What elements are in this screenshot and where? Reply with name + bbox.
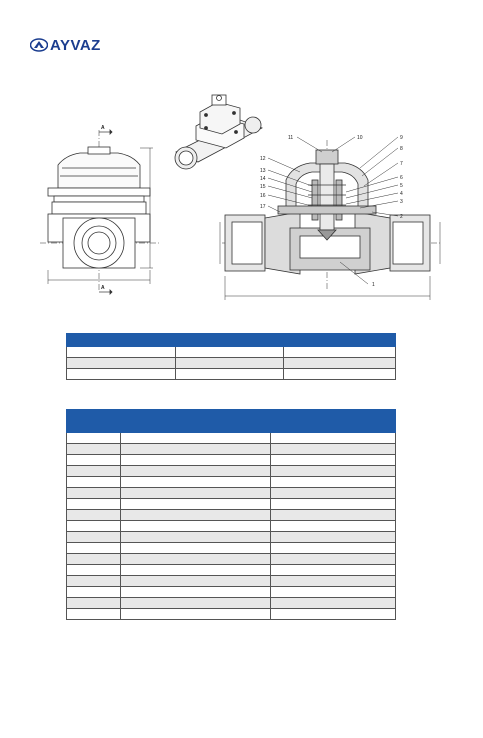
table-cell (67, 543, 121, 554)
table-cell (67, 598, 121, 609)
table-cell (121, 488, 271, 499)
callout-6: 6 (400, 175, 403, 181)
table-cell (67, 532, 121, 543)
ayvaz-logo-icon (30, 38, 48, 52)
table-row (67, 576, 396, 587)
table-row (67, 444, 396, 455)
table-cell (270, 554, 395, 565)
section-view (220, 137, 440, 300)
table-row (67, 347, 396, 358)
table-cell (270, 609, 395, 620)
table-cell (175, 358, 284, 369)
callout-5: 5 (400, 183, 403, 189)
callout-10: 10 (357, 135, 363, 141)
callout-3: 3 (400, 199, 403, 205)
section-label-top: A (101, 125, 105, 131)
table-row (67, 598, 396, 609)
table-cell (121, 609, 271, 620)
table-cell (270, 510, 395, 521)
dim-header-1 (67, 334, 176, 347)
table-cell (67, 576, 121, 587)
table-cell (270, 455, 395, 466)
table-cell (270, 598, 395, 609)
table-row (67, 510, 396, 521)
table-cell (121, 444, 271, 455)
dim-header-3 (284, 334, 396, 347)
technical-drawing (0, 80, 483, 320)
table-cell (284, 347, 396, 358)
table-cell (121, 477, 271, 488)
table-row (67, 521, 396, 532)
table-cell (270, 477, 395, 488)
table-cell (270, 543, 395, 554)
callout-7: 7 (400, 161, 403, 167)
table-cell (270, 565, 395, 576)
table-cell (67, 358, 176, 369)
table-cell (67, 510, 121, 521)
table-cell (270, 532, 395, 543)
parts-table-title (67, 410, 396, 422)
table-cell (67, 565, 121, 576)
isometric-view (175, 95, 262, 169)
table-cell (67, 369, 176, 380)
section-label-bottom: A (101, 285, 105, 291)
table-row (67, 466, 396, 477)
table-cell (67, 444, 121, 455)
table-cell (67, 521, 121, 532)
table-cell (284, 358, 396, 369)
callout-12: 12 (260, 156, 266, 162)
table-cell (67, 499, 121, 510)
table-cell (270, 466, 395, 477)
callout-17: 17 (260, 204, 266, 210)
table-row (67, 609, 396, 620)
parts-header-2 (121, 422, 271, 433)
table-cell (121, 466, 271, 477)
callout-1: 1 (372, 282, 375, 288)
table-cell (121, 510, 271, 521)
table-cell (270, 433, 395, 444)
table-cell (175, 369, 284, 380)
table-cell (67, 433, 121, 444)
table-cell (121, 499, 271, 510)
table-cell (67, 477, 121, 488)
table-cell (270, 488, 395, 499)
table-row (67, 543, 396, 554)
table-cell (67, 455, 121, 466)
table-cell (121, 543, 271, 554)
callout-8: 8 (400, 146, 403, 152)
dimensions-table (66, 333, 396, 380)
table-row (67, 477, 396, 488)
brand-logo (30, 36, 101, 54)
table-row (67, 358, 396, 369)
table-cell (67, 609, 121, 620)
callout-2: 2 (400, 214, 403, 220)
table-row (67, 554, 396, 565)
table-cell (67, 466, 121, 477)
callout-16: 16 (260, 193, 266, 199)
table-cell (67, 347, 176, 358)
table-cell (121, 576, 271, 587)
table-cell (270, 499, 395, 510)
table-row (67, 499, 396, 510)
parts-table (66, 409, 396, 620)
callout-4: 4 (400, 191, 403, 197)
table-cell (121, 565, 271, 576)
table-cell (121, 532, 271, 543)
callout-11: 11 (288, 135, 294, 141)
table-cell (270, 587, 395, 598)
table-cell (121, 587, 271, 598)
table-cell (121, 598, 271, 609)
table-cell (121, 521, 271, 532)
table-row (67, 455, 396, 466)
parts-table-body (67, 433, 396, 620)
callout-13: 13 (260, 168, 266, 174)
parts-header-1 (67, 422, 121, 433)
parts-header-3 (270, 422, 395, 433)
table-cell (121, 455, 271, 466)
table-cell (270, 521, 395, 532)
table-cell (270, 444, 395, 455)
table-row (67, 433, 396, 444)
table-cell (270, 576, 395, 587)
callout-9: 9 (400, 135, 403, 141)
table-cell (121, 433, 271, 444)
table-cell (121, 554, 271, 565)
table-cell (67, 554, 121, 565)
table-cell (67, 587, 121, 598)
table-row (67, 587, 396, 598)
table-cell (284, 369, 396, 380)
front-view (40, 130, 160, 294)
dim-header-2 (175, 334, 284, 347)
callout-15: 15 (260, 184, 266, 190)
table-cell (175, 347, 284, 358)
table-row (67, 369, 396, 380)
brand-name: AYVAZ (50, 36, 101, 54)
table-row (67, 532, 396, 543)
table-cell (67, 488, 121, 499)
table-row (67, 565, 396, 576)
table-row (67, 488, 396, 499)
callout-14: 14 (260, 176, 266, 182)
